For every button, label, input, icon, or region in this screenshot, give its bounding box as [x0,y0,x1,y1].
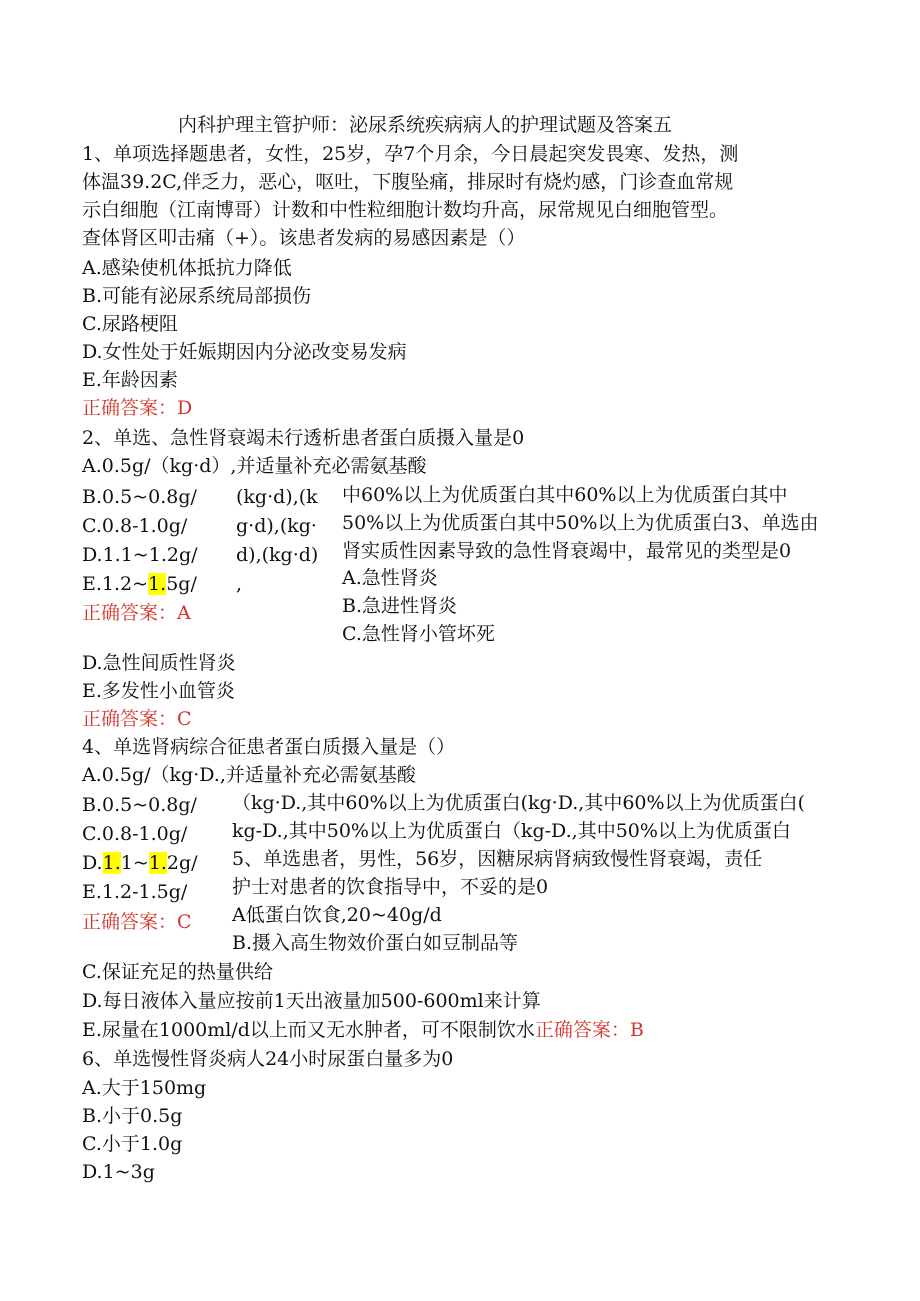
page-title: 内科护理主管护师：泌尿系统疾病病人的护理试题及答案五 [178,114,673,136]
q5-answer: 正确答案：B [534,1019,644,1041]
q1-option-e: E.年龄因素 [82,369,178,391]
q2-answer: 正确答案：A [82,602,191,624]
q1-stem-line-1: 1、单项选择题患者，女性，25岁，孕7个月余，今日晨起突发畏寒、发热，测 [82,143,739,165]
q2-option-e-pre: E.1.2~ [82,573,149,595]
q2-mid-line-4: , [236,573,243,595]
q2-option-c: C.0.8-1.0g/ [82,515,188,537]
q6-option-c: C.小于1.0g [82,1133,183,1155]
q2-highlight: 1. [148,573,167,595]
q2-option-e-post: 5g/ [166,573,197,595]
q4-option-d-mid: 1~ [120,852,149,874]
q2-option-a: A.0.5g/（kg·d）,并适量补充必需氨基酸 [82,455,427,477]
q4-option-d-pre: D. [82,852,103,874]
q5-option-e-text: E.尿量在1000ml/d以上而又无水肿者，可不限制饮水 [82,1019,535,1041]
q1-stem-line-2: 体温39.2C,伴乏力，恶心，呕吐，下腹坠痛，排尿时有烧灼感，门诊查血常规 [82,171,734,193]
q2-mid-line-2: g·d),(kg· [236,515,317,537]
q1-option-a: A.感染使机体抵抗力降低 [82,257,292,279]
q2-option-d: D.1.1~1.2g/ [82,544,198,566]
q4-option-a: A.0.5g/（kg·D.,并适量补充必需氨基酸 [82,764,416,786]
q1-option-d: D.女性处于妊娠期因内分泌改变易发病 [82,341,407,363]
q2-option-e [82,571,197,597]
q1-stem-line-4: 查体肾区叩击痛（+）。该患者发病的易感因素是（） [82,227,526,249]
q4-stem: 4、单选肾病综合征患者蛋白质摄入量是（） [82,736,456,758]
q1-stem-line-3: 示白细胞（江南博哥）计数和中性粒细胞计数均升高，尿常规见白细胞管型。 [82,199,729,221]
q2-option-b: B.0.5~0.8g/ [82,486,197,508]
q1-option-b: B.可能有泌尿系统局部损伤 [82,285,312,307]
q3-answer: 正确答案：C [82,708,192,730]
q5-option-b: B.摄入高生物效价蛋白如豆制品等 [232,932,519,954]
q2-mid-line-1: (kg·d),(k [236,486,318,508]
q4-option-c: C.0.8-1.0g/ [82,823,188,845]
q4-answer: 正确答案：C [82,911,192,933]
q6-option-d: D.1~3g [82,1161,155,1183]
q4-option-e: E.1.2-1.5g/ [82,881,188,903]
q6-option-a: A.大于150mg [82,1077,207,1099]
q2-right-line-1: 中60%以上为优质蛋白其中60%以上为优质蛋白其中 [342,484,788,506]
q4-option-d-post: 2g/ [166,852,198,874]
q5-option-a: A低蛋白饮食,20~40g/d [232,904,442,926]
q2-stem: 2、单选、急性肾衰竭未行透析患者蛋白质摄入量是0 [82,427,525,449]
q1-option-c: C.尿路梗阻 [82,313,178,335]
q4-right-line-1: （kg·D.,其中60%以上为优质蛋白(kg·D.,其中60%以上为优质蛋白( [232,792,805,814]
q3-option-b: B.急进性肾炎 [342,595,458,617]
q5-stem-line-1: 5、单选患者，男性，56岁，因糖尿病肾病致慢性肾衰竭，责任 [232,848,763,870]
q2-right-line-2: 50%以上为优质蛋白其中50%以上为优质蛋白3、单选由 [342,512,819,534]
q3-option-e: E.多发性小血管炎 [82,680,235,702]
q1-answer: 正确答案：D [82,397,193,419]
q4-highlight-2: 1. [148,852,167,874]
q6-stem: 6、单选慢性肾炎病人24小时尿蛋白量多为0 [82,1048,454,1070]
q5-option-e [82,1017,644,1043]
q5-stem-line-2: 护士对患者的饮食指导中，不妥的是0 [232,876,549,898]
q5-option-d: D.每日液体入量应按前1天出液量加500-600ml来计算 [82,990,541,1012]
q4-right-line-2: kg-D.,其中50%以上为优质蛋白（kg-D.,其中50%以上为优质蛋白 [232,820,791,842]
q3-option-d: D.急性间质性肾炎 [82,652,236,674]
q3-option-a: A.急性肾炎 [342,567,438,589]
q4-option-b: B.0.5~0.8g/ [82,794,197,816]
q4-option-d [82,850,198,876]
q3-stem: 肾实质性因素导致的急性肾衰竭中，最常见的类型是0 [342,540,792,562]
q4-highlight-1: 1. [102,852,121,874]
q2-mid-line-3: d),(kg·d) [236,544,319,566]
q5-option-c: C.保证充足的热量供给 [82,961,273,983]
q3-option-c: C.急性肾小管坏死 [342,623,495,645]
q6-option-b: B.小于0.5g [82,1105,183,1127]
